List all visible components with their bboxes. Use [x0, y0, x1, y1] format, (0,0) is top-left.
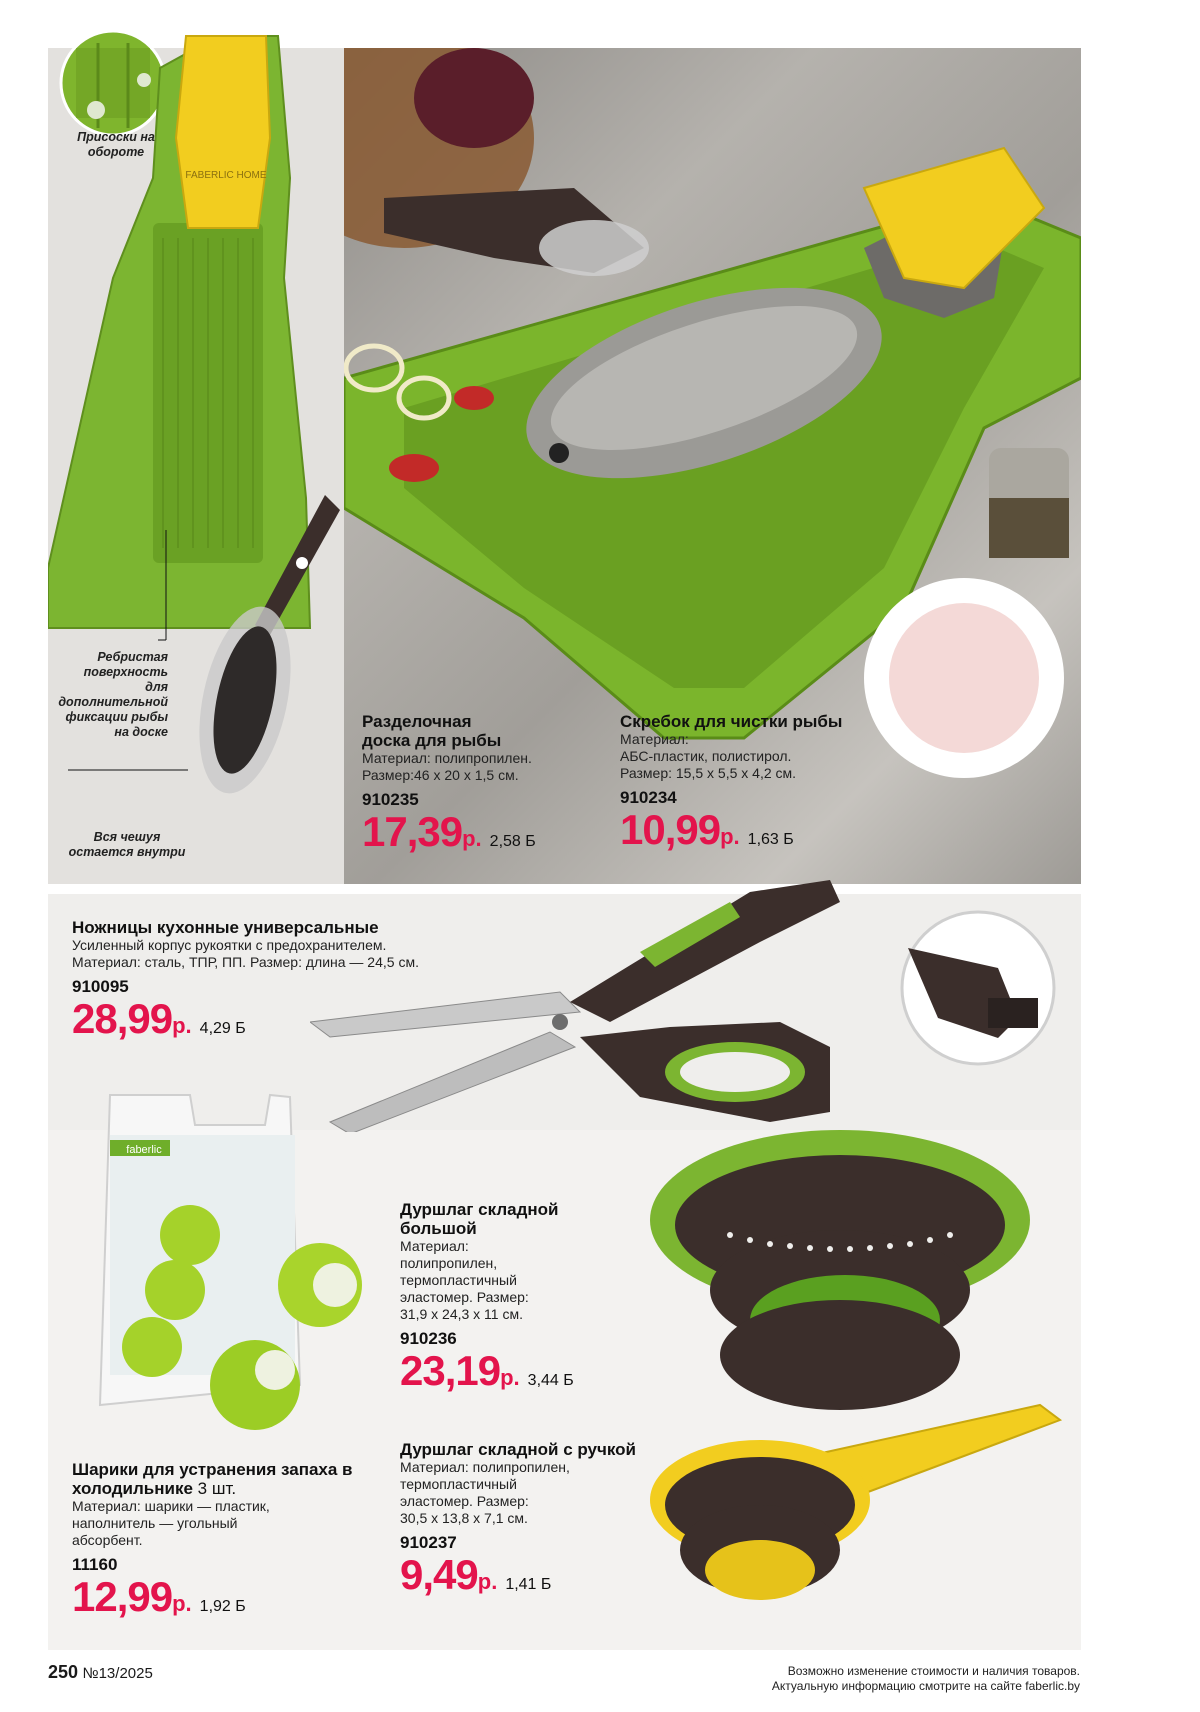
price-value: 17,39 [362, 808, 463, 855]
product-desc-line: термопластичный [400, 1272, 517, 1288]
price-points: 3,44 Б [527, 1372, 574, 1389]
product-desc-line: полипропилен, [400, 1255, 498, 1271]
product-quantity: 3 шт. [197, 1479, 237, 1498]
price-value: 12,99 [72, 1573, 173, 1620]
product-price [400, 1551, 650, 1599]
price-points: 1,41 Б [505, 1576, 552, 1593]
price-currency: р. [477, 1569, 498, 1594]
product-colander-large [400, 1200, 630, 1395]
price-value: 9,49 [400, 1551, 478, 1598]
product-fish-scraper [620, 712, 880, 854]
scales-callout: Вся чешуя остается внутри [68, 830, 186, 859]
product-price [72, 1573, 382, 1621]
price-points: 4,29 Б [199, 1020, 246, 1037]
product-desc-line: эластомер. Размер: [400, 1493, 529, 1509]
price-currency: р. [500, 1365, 520, 1390]
product-desc-line: 30,5 х 13,8 х 7,1 см. [400, 1510, 528, 1526]
product-desc-line: наполнитель — угольный [72, 1515, 238, 1531]
product-fish-board [362, 712, 622, 856]
page-number: 250 [48, 1662, 79, 1682]
product-fridge-balls [72, 1460, 382, 1621]
product-desc-line: Материал: сталь, ТПР, ПП. Размер: длина — 24,5 см. [72, 954, 419, 970]
svg-text:FABERLIC HOME: FABERLIC HOME [185, 170, 267, 181]
price-currency: р. [172, 1013, 192, 1038]
product-name: Скребок для чистки рыбы [620, 712, 843, 731]
product-desc-line: Материал: шарики — пластик, [72, 1498, 270, 1514]
product-desc-line: абсорбент. [72, 1532, 143, 1548]
price-points: 1,92 Б [199, 1598, 246, 1615]
product-desc-line: Материал: полипропилен, [400, 1459, 570, 1475]
price-value: 28,99 [72, 995, 173, 1042]
scissors-closeup-icon [898, 908, 1058, 1068]
product-code: 910236 [400, 1329, 457, 1348]
product-desc-line: АБС-пластик, полистирол. [620, 748, 792, 764]
page-footer [48, 1662, 153, 1683]
suction-callout: Присоски на обороте [77, 130, 155, 159]
price-currency: р. [172, 1591, 192, 1616]
product-code: 11160 [72, 1555, 118, 1574]
product-desc-line: эластомер. Размер: [400, 1289, 529, 1305]
product-desc-line: Материал: полипропилен. [362, 750, 532, 766]
product-name: Дуршлаг складной большой [400, 1200, 559, 1238]
price-currency: р. [462, 826, 482, 851]
product-name-text: Шарики для устранения запаха в холодильнике [72, 1460, 353, 1498]
price-points: 2,58 Б [489, 833, 536, 850]
fridge-balls-package-image [80, 1085, 380, 1465]
product-desc-line: 31,9 х 24,3 х 11 см. [400, 1306, 523, 1322]
product-colander-handle [400, 1440, 650, 1599]
product-price [400, 1347, 630, 1395]
price-value: 10,99 [620, 806, 721, 853]
product-desc-line: Материал: [400, 1238, 469, 1254]
product-desc-line: Размер: 15,5 х 5,5 х 4,2 см. [620, 765, 797, 781]
product-name: Дуршлаг складной с ручкой [400, 1440, 636, 1459]
ribbed-surface-callout: Ребристая поверхность для дополнительной фиксации рыбы на доске [58, 650, 168, 739]
product-name: Разделочная доска для рыбы [362, 712, 502, 750]
product-code: 910235 [362, 790, 419, 809]
product-price [362, 808, 622, 856]
product-desc-line: термопластичный [400, 1476, 517, 1492]
svg-text:faberlic: faberlic [126, 1144, 162, 1156]
product-desc-line: Материал: [620, 731, 689, 747]
product-code: 910237 [400, 1533, 457, 1552]
product-name [72, 1460, 382, 1498]
product-desc-line: Размер:46 х 20 х 1,5 см. [362, 767, 519, 783]
price-value: 23,19 [400, 1347, 501, 1394]
disclaimer-line: Возможно изменение стоимости и наличия товаров. [787, 1664, 1080, 1678]
product-desc-line: Усиленный корпус рукоятки с предохранителем. [72, 937, 387, 953]
product-code: 910095 [72, 977, 129, 996]
disclaimer-line: Актуальную информацию смотрите на сайте faberlic.by [771, 1679, 1080, 1693]
price-points: 1,63 Б [747, 831, 794, 848]
issue-number: №13/2025 [82, 1665, 153, 1682]
fish-scraper-side-view [190, 485, 350, 815]
product-price [620, 806, 880, 854]
product-code: 910234 [620, 788, 677, 807]
scissors-image [310, 872, 870, 1132]
price-currency: р. [720, 824, 740, 849]
product-name: Ножницы кухонные универсальные [72, 918, 379, 937]
handle-colander-image [640, 1400, 1070, 1640]
disclaimer [600, 1664, 1080, 1694]
